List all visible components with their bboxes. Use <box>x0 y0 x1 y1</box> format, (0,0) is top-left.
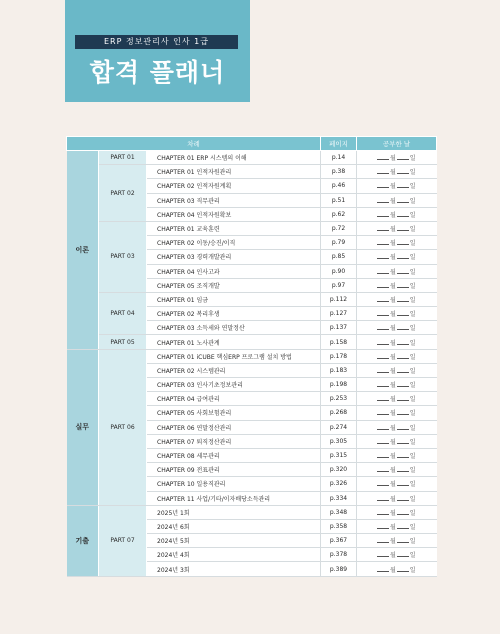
study-date-field[interactable] <box>357 378 437 392</box>
study-date-field[interactable] <box>357 221 437 235</box>
page-number: p.305 <box>321 434 357 448</box>
section-label: 실무 <box>67 349 99 505</box>
chapter-title: CHAPTER 04 급여관리 <box>147 392 321 406</box>
page-number: p.334 <box>321 491 357 505</box>
day-label: 일 <box>409 226 416 234</box>
study-date-field[interactable] <box>357 236 437 250</box>
day-blank[interactable] <box>397 439 409 444</box>
day-blank[interactable] <box>397 311 409 316</box>
month-label: 월 <box>389 353 396 361</box>
month-label: 월 <box>389 438 396 446</box>
month-blank[interactable] <box>377 368 389 373</box>
month-label: 월 <box>389 424 396 432</box>
part-label: PART 06 <box>99 349 147 505</box>
month-blank[interactable] <box>377 425 389 430</box>
study-date-field[interactable] <box>357 307 437 321</box>
study-date-field[interactable] <box>357 491 437 505</box>
month-blank[interactable] <box>377 283 389 288</box>
month-blank[interactable] <box>377 311 389 316</box>
month-blank[interactable] <box>377 567 389 572</box>
study-date-field[interactable] <box>357 278 437 292</box>
study-date-field[interactable] <box>357 448 437 462</box>
page-number: p.127 <box>321 307 357 321</box>
day-label: 일 <box>409 282 416 290</box>
month-blank[interactable] <box>377 552 389 557</box>
page-number: p.268 <box>321 406 357 420</box>
study-date-field[interactable] <box>357 392 437 406</box>
day-label: 일 <box>409 453 416 461</box>
day-label: 일 <box>409 211 416 219</box>
month-blank[interactable] <box>377 453 389 458</box>
study-date-column-header: 공부한 날 <box>357 137 437 151</box>
chapter-title: CHAPTER 06 연말정산관리 <box>147 420 321 434</box>
chapter-title: CHAPTER 05 조직개발 <box>147 278 321 292</box>
day-label: 일 <box>409 382 416 390</box>
chapter-title: 2024년 5회 <box>147 534 321 548</box>
month-label: 월 <box>389 211 396 219</box>
day-blank[interactable] <box>397 340 409 345</box>
day-label: 일 <box>409 254 416 262</box>
month-label: 월 <box>389 169 396 177</box>
day-blank[interactable] <box>397 567 409 572</box>
chapter-title: CHAPTER 01 노사관계 <box>147 335 321 349</box>
page-number: p.274 <box>321 420 357 434</box>
day-blank[interactable] <box>397 269 409 274</box>
part-label: PART 04 <box>99 292 147 335</box>
day-blank[interactable] <box>397 183 409 188</box>
study-date-field[interactable] <box>357 193 437 207</box>
page-number: p.90 <box>321 264 357 278</box>
month-blank[interactable] <box>377 212 389 217</box>
page-number: p.253 <box>321 392 357 406</box>
page-number: p.358 <box>321 519 357 533</box>
study-date-field[interactable] <box>357 151 437 165</box>
page-number: p.348 <box>321 505 357 519</box>
month-blank[interactable] <box>377 226 389 231</box>
month-label: 월 <box>389 183 396 191</box>
month-label: 월 <box>389 523 396 531</box>
table-row <box>67 165 437 179</box>
section-label: 기출 <box>67 505 99 576</box>
day-blank[interactable] <box>397 538 409 543</box>
part-label: PART 07 <box>99 505 147 576</box>
day-blank[interactable] <box>397 396 409 401</box>
part-label: PART 05 <box>99 335 147 349</box>
page-number: p.315 <box>321 448 357 462</box>
day-label: 일 <box>409 169 416 177</box>
day-blank[interactable] <box>397 453 409 458</box>
page-number: p.38 <box>321 165 357 179</box>
day-label: 일 <box>409 495 416 503</box>
month-label: 월 <box>389 155 396 163</box>
page-number: p.389 <box>321 562 357 576</box>
table-row <box>67 505 437 519</box>
study-date-field[interactable] <box>357 505 437 519</box>
page-number: p.85 <box>321 250 357 264</box>
month-label: 월 <box>389 481 396 489</box>
study-date-field[interactable] <box>357 207 437 221</box>
chapter-title: CHAPTER 04 인사고과 <box>147 264 321 278</box>
month-blank[interactable] <box>377 396 389 401</box>
day-blank[interactable] <box>397 212 409 217</box>
study-date-field[interactable] <box>357 179 437 193</box>
study-date-field[interactable] <box>357 562 437 576</box>
study-date-field[interactable] <box>357 548 437 562</box>
month-label: 월 <box>389 311 396 319</box>
chapter-title: CHAPTER 03 직무관리 <box>147 193 321 207</box>
page-number: p.326 <box>321 477 357 491</box>
day-blank[interactable] <box>397 425 409 430</box>
chapter-title: CHAPTER 01 인적자원관리 <box>147 165 321 179</box>
day-blank[interactable] <box>397 510 409 515</box>
month-blank[interactable] <box>377 240 389 245</box>
page-number: p.378 <box>321 548 357 562</box>
day-blank[interactable] <box>397 198 409 203</box>
day-label: 일 <box>409 509 416 517</box>
page-number: p.137 <box>321 321 357 335</box>
month-blank[interactable] <box>377 340 389 345</box>
page-number: p.112 <box>321 292 357 306</box>
month-blank[interactable] <box>377 325 389 330</box>
page-number: p.320 <box>321 463 357 477</box>
study-date-field[interactable] <box>357 534 437 548</box>
table-body <box>67 151 437 577</box>
contents-column-header: 차례 <box>67 137 321 151</box>
chapter-title: CHAPTER 03 인사기초정보관리 <box>147 378 321 392</box>
chapter-title: CHAPTER 01 교육훈련 <box>147 221 321 235</box>
study-date-field[interactable] <box>357 292 437 306</box>
month-blank[interactable] <box>377 439 389 444</box>
day-label: 일 <box>409 438 416 446</box>
part-label: PART 03 <box>99 221 147 292</box>
table-header-row <box>67 137 437 151</box>
study-date-field[interactable] <box>357 250 437 264</box>
chapter-title: CHAPTER 09 전표관리 <box>147 463 321 477</box>
chapter-title: CHAPTER 03 소득세와 연말정산 <box>147 321 321 335</box>
month-blank[interactable] <box>377 510 389 515</box>
chapter-title: 2025년 1회 <box>147 505 321 519</box>
book-subtitle: ERP 정보관리사 인사 1급 <box>75 35 238 49</box>
month-blank[interactable] <box>377 169 389 174</box>
chapter-title: 2024년 4회 <box>147 548 321 562</box>
study-date-field[interactable] <box>357 321 437 335</box>
chapter-title: CHAPTER 01 iCUBE 핵심ERP 프로그램 설치 방법 <box>147 349 321 363</box>
page-number: p.158 <box>321 335 357 349</box>
part-label: PART 01 <box>99 151 147 165</box>
day-blank[interactable] <box>397 297 409 302</box>
table-row <box>67 349 437 363</box>
day-label: 일 <box>409 155 416 163</box>
study-date-field[interactable] <box>357 363 437 377</box>
day-blank[interactable] <box>397 155 409 160</box>
day-label: 일 <box>409 353 416 361</box>
day-label: 일 <box>409 311 416 319</box>
table-row <box>67 221 437 235</box>
day-label: 일 <box>409 183 416 191</box>
month-blank[interactable] <box>377 297 389 302</box>
study-date-field[interactable] <box>357 264 437 278</box>
page-number: p.198 <box>321 378 357 392</box>
day-blank[interactable] <box>397 382 409 387</box>
page-number: p.183 <box>321 363 357 377</box>
month-label: 월 <box>389 382 396 390</box>
page-number: p.51 <box>321 193 357 207</box>
table-row <box>67 335 437 349</box>
chapter-title: CHAPTER 02 시스템관리 <box>147 363 321 377</box>
month-blank[interactable] <box>377 155 389 160</box>
month-label: 월 <box>389 495 396 503</box>
study-date-field[interactable] <box>357 165 437 179</box>
month-label: 월 <box>389 339 396 347</box>
month-label: 월 <box>389 282 396 290</box>
study-date-field[interactable] <box>357 349 437 363</box>
chapter-title: CHAPTER 02 복리후생 <box>147 307 321 321</box>
day-label: 일 <box>409 325 416 333</box>
month-label: 월 <box>389 509 396 517</box>
study-date-field[interactable] <box>357 420 437 434</box>
month-blank[interactable] <box>377 269 389 274</box>
day-blank[interactable] <box>397 481 409 486</box>
day-blank[interactable] <box>397 283 409 288</box>
month-blank[interactable] <box>377 183 389 188</box>
day-label: 일 <box>409 240 416 248</box>
month-blank[interactable] <box>377 198 389 203</box>
day-label: 일 <box>409 481 416 489</box>
day-blank[interactable] <box>397 368 409 373</box>
section-label: 이론 <box>67 151 99 350</box>
day-blank[interactable] <box>397 226 409 231</box>
day-blank[interactable] <box>397 552 409 557</box>
day-label: 일 <box>409 424 416 432</box>
table-row <box>67 292 437 306</box>
day-blank[interactable] <box>397 240 409 245</box>
title-banner <box>65 0 250 102</box>
month-label: 월 <box>389 467 396 475</box>
month-label: 월 <box>389 325 396 333</box>
part-label: PART 02 <box>99 165 147 222</box>
month-blank[interactable] <box>377 254 389 259</box>
page-column-header: 페이지 <box>321 137 357 151</box>
chapter-title: 2024년 6회 <box>147 519 321 533</box>
month-blank[interactable] <box>377 467 389 472</box>
chapter-title: CHAPTER 01 ERP 시스템의 이해 <box>147 151 321 165</box>
page-number: p.79 <box>321 236 357 250</box>
month-label: 월 <box>389 552 396 560</box>
chapter-title: CHAPTER 08 세무관리 <box>147 448 321 462</box>
table-row <box>67 151 437 165</box>
month-label: 월 <box>389 254 396 262</box>
study-date-field[interactable] <box>357 335 437 349</box>
day-label: 일 <box>409 552 416 560</box>
month-blank[interactable] <box>377 410 389 415</box>
day-blank[interactable] <box>397 467 409 472</box>
study-date-field[interactable] <box>357 477 437 491</box>
chapter-title: CHAPTER 05 사회보험관리 <box>147 406 321 420</box>
month-label: 월 <box>389 268 396 276</box>
month-label: 월 <box>389 226 396 234</box>
day-blank[interactable] <box>397 325 409 330</box>
month-label: 월 <box>389 367 396 375</box>
day-label: 일 <box>409 538 416 546</box>
day-label: 일 <box>409 467 416 475</box>
month-label: 월 <box>389 296 396 304</box>
page-number: p.62 <box>321 207 357 221</box>
day-blank[interactable] <box>397 254 409 259</box>
study-planner-table <box>66 136 437 577</box>
page-number: p.14 <box>321 151 357 165</box>
month-label: 월 <box>389 453 396 461</box>
chapter-title: CHAPTER 07 퇴직정산관리 <box>147 434 321 448</box>
month-label: 월 <box>389 410 396 418</box>
day-label: 일 <box>409 296 416 304</box>
day-label: 일 <box>409 339 416 347</box>
month-label: 월 <box>389 566 396 574</box>
study-date-field[interactable] <box>357 434 437 448</box>
day-blank[interactable] <box>397 496 409 501</box>
page-title: 합격 플래너 <box>89 58 226 87</box>
month-blank[interactable] <box>377 496 389 501</box>
day-blank[interactable] <box>397 169 409 174</box>
month-blank[interactable] <box>377 354 389 359</box>
month-label: 월 <box>389 396 396 404</box>
day-label: 일 <box>409 396 416 404</box>
day-label: 일 <box>409 410 416 418</box>
page-number: p.46 <box>321 179 357 193</box>
day-blank[interactable] <box>397 410 409 415</box>
chapter-title: CHAPTER 04 인적자원확보 <box>147 207 321 221</box>
day-blank[interactable] <box>397 524 409 529</box>
page-number: p.367 <box>321 534 357 548</box>
month-label: 월 <box>389 240 396 248</box>
chapter-title: CHAPTER 11 사업/기타/이자배당소득관리 <box>147 491 321 505</box>
page-number: p.72 <box>321 221 357 235</box>
chapter-title: CHAPTER 03 경력개발관리 <box>147 250 321 264</box>
chapter-title: CHAPTER 10 일용직관리 <box>147 477 321 491</box>
study-date-field[interactable] <box>357 519 437 533</box>
day-label: 일 <box>409 566 416 574</box>
day-label: 일 <box>409 197 416 205</box>
page-number: p.178 <box>321 349 357 363</box>
chapter-title: 2024년 3회 <box>147 562 321 576</box>
study-date-field[interactable] <box>357 406 437 420</box>
page-number: p.97 <box>321 278 357 292</box>
month-blank[interactable] <box>377 524 389 529</box>
day-blank[interactable] <box>397 354 409 359</box>
month-blank[interactable] <box>377 382 389 387</box>
day-label: 일 <box>409 268 416 276</box>
month-blank[interactable] <box>377 481 389 486</box>
day-label: 일 <box>409 523 416 531</box>
chapter-title: CHAPTER 02 이동/승진/이직 <box>147 236 321 250</box>
day-label: 일 <box>409 367 416 375</box>
month-label: 월 <box>389 538 396 546</box>
chapter-title: CHAPTER 02 인적자원계획 <box>147 179 321 193</box>
chapter-title: CHAPTER 01 임금 <box>147 292 321 306</box>
month-label: 월 <box>389 197 396 205</box>
month-blank[interactable] <box>377 538 389 543</box>
study-date-field[interactable] <box>357 463 437 477</box>
